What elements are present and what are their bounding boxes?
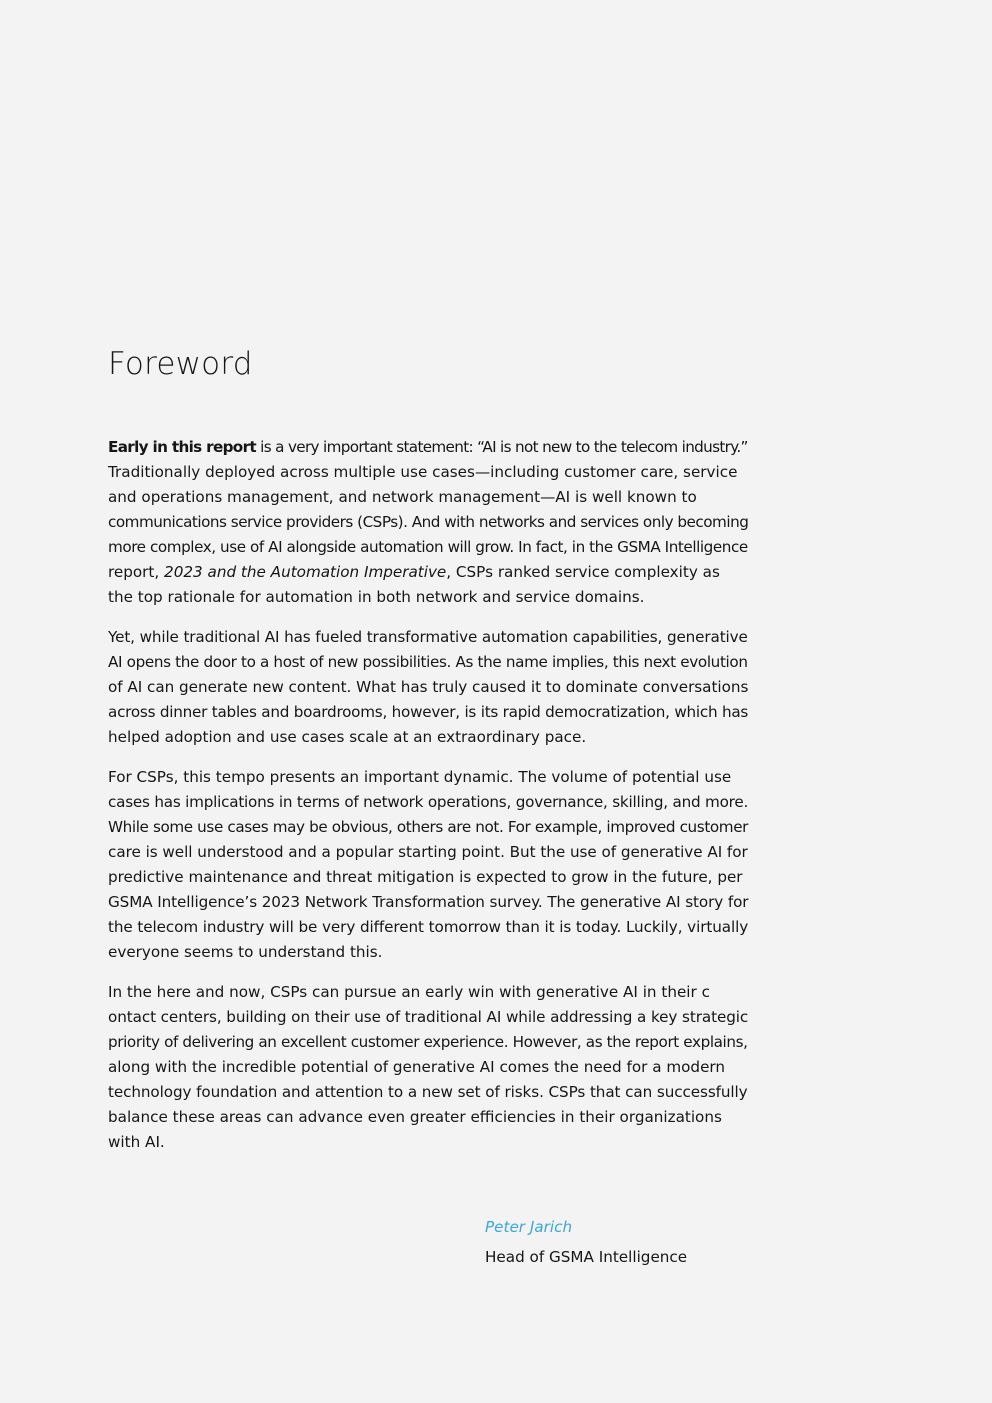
paragraph-line: helped adoption and use cases scale at an extraordinary pace.	[108, 728, 587, 746]
signature-role: Head of GSMA Intelligence	[485, 1248, 688, 1266]
report-title-italic: 2023 and the Automation Imperative	[164, 563, 447, 581]
paragraph-line: the top rationale for automation in both network and service domains.	[108, 588, 645, 606]
paragraph-line: ontact centers, building on their use of traditional AI while addressing a key strategic	[108, 1008, 749, 1026]
paragraph-1	[108, 435, 748, 610]
paragraph-line: and operations management, and network management—AI is well known to	[108, 488, 697, 506]
paragraph-line: Yet, while traditional AI has fueled transformative automation capabilities, generative	[108, 628, 748, 646]
paragraph-line: GSMA Intelligence’s 2023 Network Transformation survey. The generative AI story for	[108, 893, 749, 911]
paragraph-line: care is well understood and a popular starting point. But the use of generative AI for	[108, 843, 748, 861]
paragraph-4	[108, 980, 748, 1155]
citation-post: , CSPs ranked service complexity as	[446, 563, 720, 581]
paragraph-line: In the here and now, CSPs can pursue an early win with generative AI in their c	[108, 983, 710, 1001]
paragraph-line: AI opens the door to a host of new possibilities. As the name implies, this next evolution	[108, 653, 748, 671]
paragraph-line: priority of delivering an excellent customer experience. However, as the report explains,	[108, 1033, 748, 1051]
paragraph-line	[108, 560, 748, 585]
signature-name: Peter Jarich	[485, 1218, 573, 1236]
paragraph-line: communications service providers (CSPs). And with networks and services only becoming	[108, 513, 749, 531]
paragraph-line: the telecom industry will be very different tomorrow than it is today. Luckily, virtually	[108, 918, 749, 936]
lead-in-rest: is a very important statement: “AI is not new to the telecom industry.”	[256, 438, 748, 456]
paragraph-line: balance these areas can advance even greater efficiencies in their organizations	[108, 1108, 722, 1126]
paragraph-line: of AI can generate new content. What has truly caused it to dominate conversations	[108, 678, 749, 696]
citation-pre: report,	[108, 563, 165, 581]
page-title: Foreword	[108, 346, 253, 382]
signature-block	[485, 1214, 687, 1270]
paragraph-line: While some use cases may be obvious, others are not. For example, improved customer	[108, 818, 749, 836]
paragraph-line: predictive maintenance and threat mitigation is expected to grow in the future, per	[108, 868, 743, 886]
lead-in-bold: Early in this report	[108, 438, 257, 456]
paragraph-line: Traditionally deployed across multiple use cases—including customer care, service	[108, 463, 738, 481]
paragraph-line	[108, 435, 748, 460]
paragraph-line: more complex, use of AI alongside automation will grow. In fact, in the GSMA Intelligence	[108, 538, 748, 556]
paragraph-line: along with the incredible potential of generative AI comes the need for a modern	[108, 1058, 726, 1076]
paragraph-line: across dinner tables and boardrooms, however, is its rapid democratization, which has	[108, 703, 749, 721]
paragraph-line: For CSPs, this tempo presents an important dynamic. The volume of potential use	[108, 768, 732, 786]
paragraph-2	[108, 625, 748, 750]
paragraph-line: everyone seems to understand this.	[108, 943, 383, 961]
paragraph-3	[108, 765, 748, 965]
paragraph-line: cases has implications in terms of network operations, governance, skilling, and more.	[108, 793, 749, 811]
foreword-body	[108, 435, 748, 1170]
paragraph-line: technology foundation and attention to a new set of risks. CSPs that can successfully	[108, 1083, 748, 1101]
paragraph-line: with AI.	[108, 1133, 165, 1151]
